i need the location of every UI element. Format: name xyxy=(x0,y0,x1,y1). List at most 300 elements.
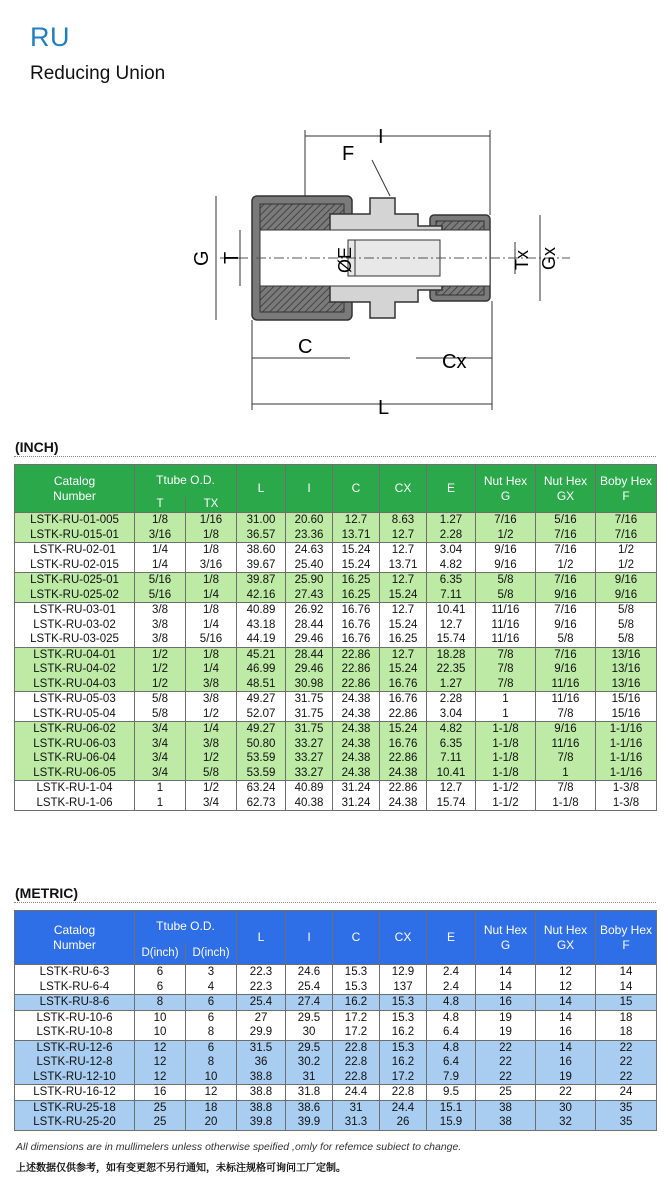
table-cell: 29.9 xyxy=(237,1025,286,1040)
header-l: L xyxy=(237,465,286,513)
table-cell: 30.98 xyxy=(286,677,333,692)
table-cell: 13/16 xyxy=(596,677,657,692)
table-cell: 38 xyxy=(476,1115,536,1130)
table-cell: 7/8 xyxy=(476,677,536,692)
table-cell: 33.27 xyxy=(286,737,333,752)
table-cell: 4 xyxy=(186,980,237,995)
table-cell: 3.04 xyxy=(427,707,476,722)
table-cell: 137 xyxy=(380,980,427,995)
table-cell: 3/8 xyxy=(186,677,237,692)
header-l: L xyxy=(237,911,286,965)
catalog-number-cell: LSTK-RU-06-04 xyxy=(15,751,135,766)
table-cell: 24.38 xyxy=(333,722,380,737)
table-cell: 3/8 xyxy=(186,692,237,707)
header-i: I xyxy=(286,465,333,513)
table-cell: 15.1 xyxy=(427,1100,476,1115)
table-cell: 1-1/2 xyxy=(476,781,536,796)
catalog-number-cell: LSTK-RU-06-02 xyxy=(15,722,135,737)
table-cell: 9/16 xyxy=(536,722,596,737)
catalog-number-cell: LSTK-RU-8-6 xyxy=(15,995,135,1011)
header-e: E xyxy=(427,911,476,965)
table-cell: 1/2 xyxy=(596,558,657,573)
header-cx: CX xyxy=(380,465,427,513)
table-cell: 1/2 xyxy=(135,677,186,692)
table-cell: 63.24 xyxy=(237,781,286,796)
table-cell: 38.6 xyxy=(286,1100,333,1115)
table-cell: 4.8 xyxy=(427,995,476,1011)
table-cell: 6.35 xyxy=(427,737,476,752)
table-cell: 48.51 xyxy=(237,677,286,692)
table-cell: 22 xyxy=(476,1040,536,1055)
dim-tx-label: Tx xyxy=(512,250,532,270)
table-cell: 1 xyxy=(135,781,186,796)
table-cell: 53.59 xyxy=(237,751,286,766)
header-i: I xyxy=(286,911,333,965)
table-cell: 49.27 xyxy=(237,722,286,737)
table-cell: 36.57 xyxy=(237,528,286,543)
table-cell: 12.7 xyxy=(380,543,427,558)
catalog-number-cell: LSTK-RU-6-4 xyxy=(15,980,135,995)
table-row xyxy=(15,796,657,811)
table-cell: 1-1/16 xyxy=(596,766,657,781)
table-cell: 1 xyxy=(536,766,596,781)
header-nut-hex-g: Nut Hex G xyxy=(476,465,536,513)
table-cell: 23.36 xyxy=(286,528,333,543)
table-cell: 22.8 xyxy=(333,1070,380,1085)
table-cell: 22.8 xyxy=(380,1085,427,1101)
table-cell: 7/16 xyxy=(536,573,596,588)
table-cell: 29.46 xyxy=(286,662,333,677)
table-cell: 15.3 xyxy=(380,1040,427,1055)
table-cell: 22.8 xyxy=(333,1040,380,1055)
table-cell: 6 xyxy=(135,980,186,995)
table-cell: 6 xyxy=(186,995,237,1011)
table-row xyxy=(15,1040,657,1055)
table-cell: 1/4 xyxy=(135,543,186,558)
table-cell: 9/16 xyxy=(536,588,596,603)
table-cell: 1/2 xyxy=(186,751,237,766)
table-cell: 1/4 xyxy=(186,588,237,603)
table-cell: 19 xyxy=(536,1070,596,1085)
table-cell: 6.35 xyxy=(427,573,476,588)
table-cell: 7/16 xyxy=(536,603,596,618)
table-cell: 22.86 xyxy=(380,751,427,766)
table-cell: 1/4 xyxy=(186,618,237,633)
table-row xyxy=(15,1115,657,1130)
table-cell: 14 xyxy=(596,965,657,980)
metric-spec-table xyxy=(14,910,657,1131)
dim-c-label: C xyxy=(298,336,313,358)
table-cell: 24.38 xyxy=(380,796,427,811)
table-cell: 1/2 xyxy=(186,781,237,796)
table-row xyxy=(15,751,657,766)
table-cell: 17.2 xyxy=(333,1010,380,1025)
table-cell: 9/16 xyxy=(536,618,596,633)
dimensions-note: All dimensions are in mullimelers unless otherwise speified ,omly for refemce subiect to change. xyxy=(16,1141,462,1153)
table-cell: 1-1/8 xyxy=(536,796,596,811)
table-cell: 3/8 xyxy=(135,603,186,618)
header-d-inch-t: D(inch) xyxy=(135,943,186,965)
table-cell: 1/2 xyxy=(596,543,657,558)
table-cell: 4.8 xyxy=(427,1040,476,1055)
table-row xyxy=(15,1025,657,1040)
table-row xyxy=(15,632,657,647)
table-cell: 24.38 xyxy=(333,707,380,722)
table-cell: 30 xyxy=(286,1025,333,1040)
table-row xyxy=(15,965,657,980)
table-cell: 3/8 xyxy=(135,632,186,647)
table-cell: 5/16 xyxy=(135,573,186,588)
table-cell: 53.59 xyxy=(237,766,286,781)
table-cell: 22.35 xyxy=(427,662,476,677)
table-cell: 1/2 xyxy=(186,707,237,722)
table-cell: 38.8 xyxy=(237,1085,286,1101)
table-cell: 25 xyxy=(135,1100,186,1115)
catalog-number-cell: LSTK-RU-015-01 xyxy=(15,528,135,543)
table-cell: 12.7 xyxy=(380,603,427,618)
table-cell: 24.38 xyxy=(333,737,380,752)
table-cell: 31.75 xyxy=(286,722,333,737)
table-cell: 1/2 xyxy=(536,558,596,573)
table-cell: 8 xyxy=(186,1025,237,1040)
table-cell: 16.2 xyxy=(380,1055,427,1070)
table-cell: 31 xyxy=(286,1070,333,1085)
table-cell: 22.86 xyxy=(333,677,380,692)
header-e: E xyxy=(427,465,476,513)
table-cell: 18 xyxy=(596,1010,657,1025)
table-cell: 18.28 xyxy=(427,647,476,662)
table-row xyxy=(15,603,657,618)
header-tx: TX xyxy=(186,497,237,513)
table-cell: 43.18 xyxy=(237,618,286,633)
table-cell: 3/4 xyxy=(186,796,237,811)
table-cell: 9/16 xyxy=(596,588,657,603)
table-cell: 15.24 xyxy=(380,662,427,677)
table-cell: 3/4 xyxy=(135,737,186,752)
header-cx: CX xyxy=(380,911,427,965)
table-cell: 5/8 xyxy=(596,618,657,633)
table-cell: 9.5 xyxy=(427,1085,476,1101)
dim-e-label: ØE xyxy=(335,246,355,273)
table-cell: 12.7 xyxy=(380,528,427,543)
table-cell: 3.04 xyxy=(427,543,476,558)
table-cell: 15.3 xyxy=(333,980,380,995)
table-cell: 1 xyxy=(135,796,186,811)
table-cell: 20 xyxy=(186,1115,237,1130)
table-cell: 6 xyxy=(186,1010,237,1025)
catalog-number-cell: LSTK-RU-10-6 xyxy=(15,1010,135,1025)
table-cell: 22 xyxy=(476,1070,536,1085)
reducing-union-drawing xyxy=(180,118,580,430)
table-cell: 7/8 xyxy=(536,707,596,722)
metric-section-title: (METRIC) xyxy=(15,885,78,901)
table-cell: 5/8 xyxy=(596,603,657,618)
table-cell: 8.63 xyxy=(380,513,427,528)
table-cell: 16.25 xyxy=(333,573,380,588)
table-cell: 25 xyxy=(135,1115,186,1130)
table-cell: 62.73 xyxy=(237,796,286,811)
table-cell: 12.7 xyxy=(380,573,427,588)
table-cell: 14 xyxy=(596,980,657,995)
table-cell: 31.00 xyxy=(237,513,286,528)
table-cell: 16.2 xyxy=(333,995,380,1011)
table-cell: 1/4 xyxy=(135,558,186,573)
table-cell: 15.24 xyxy=(380,722,427,737)
table-cell: 3/4 xyxy=(135,722,186,737)
table-cell: 12 xyxy=(135,1055,186,1070)
table-cell: 16 xyxy=(536,1055,596,1070)
table-cell: 14 xyxy=(476,965,536,980)
metric-section-divider xyxy=(14,902,656,903)
inch-spec-table xyxy=(14,464,657,811)
table-cell: 6.4 xyxy=(427,1055,476,1070)
table-cell: 5/16 xyxy=(536,513,596,528)
table-cell: 1/4 xyxy=(186,662,237,677)
table-cell: 32 xyxy=(536,1115,596,1130)
table-cell: 22.3 xyxy=(237,965,286,980)
table-cell: 24.38 xyxy=(333,766,380,781)
table-cell: 7/16 xyxy=(536,543,596,558)
table-cell: 40.89 xyxy=(286,781,333,796)
table-cell: 1/16 xyxy=(186,513,237,528)
table-row xyxy=(15,707,657,722)
table-row xyxy=(15,781,657,796)
table-cell: 31.24 xyxy=(333,781,380,796)
table-cell: 5/16 xyxy=(135,588,186,603)
catalog-number-cell: LSTK-RU-03-02 xyxy=(15,618,135,633)
table-cell: 5/8 xyxy=(186,766,237,781)
table-cell: 31.24 xyxy=(333,796,380,811)
table-cell: 39.87 xyxy=(237,573,286,588)
table-cell: 14 xyxy=(536,995,596,1011)
table-cell: 2.4 xyxy=(427,980,476,995)
table-cell: 22.86 xyxy=(380,781,427,796)
table-cell: 7.9 xyxy=(427,1070,476,1085)
table-cell: 8 xyxy=(186,1055,237,1070)
table-cell: 28.44 xyxy=(286,647,333,662)
table-cell: 27 xyxy=(237,1010,286,1025)
table-row xyxy=(15,528,657,543)
table-cell: 7/16 xyxy=(536,647,596,662)
table-cell: 9/16 xyxy=(476,558,536,573)
table-row xyxy=(15,1055,657,1070)
table-cell: 31.8 xyxy=(286,1085,333,1101)
header-tube-od: Ttube O.D. xyxy=(135,465,237,497)
table-cell: 20.60 xyxy=(286,513,333,528)
table-cell: 1-3/8 xyxy=(596,796,657,811)
table-cell: 6 xyxy=(135,965,186,980)
table-row xyxy=(15,662,657,677)
table-row xyxy=(15,543,657,558)
table-cell: 22 xyxy=(596,1055,657,1070)
table-cell: 29.5 xyxy=(286,1040,333,1055)
table-row xyxy=(15,980,657,995)
table-cell: 35 xyxy=(596,1100,657,1115)
table-cell: 31.3 xyxy=(333,1115,380,1130)
table-cell: 16 xyxy=(135,1085,186,1101)
table-cell: 24.38 xyxy=(333,751,380,766)
table-cell: 16.25 xyxy=(333,588,380,603)
table-cell: 1-1/16 xyxy=(596,737,657,752)
table-cell: 9/16 xyxy=(536,662,596,677)
table-cell: 10 xyxy=(135,1025,186,1040)
table-row xyxy=(15,1010,657,1025)
table-cell: 1.27 xyxy=(427,677,476,692)
table-cell: 31.75 xyxy=(286,707,333,722)
table-row xyxy=(15,647,657,662)
table-cell: 30.2 xyxy=(286,1055,333,1070)
table-cell: 15.3 xyxy=(380,1010,427,1025)
catalog-number-cell: LSTK-RU-1-04 xyxy=(15,781,135,796)
table-cell: 16.25 xyxy=(380,632,427,647)
table-cell: 19 xyxy=(476,1025,536,1040)
table-cell: 7/8 xyxy=(536,751,596,766)
catalog-number-cell: LSTK-RU-05-04 xyxy=(15,707,135,722)
table-cell: 7/8 xyxy=(536,781,596,796)
table-cell: 1/8 xyxy=(186,603,237,618)
table-cell: 3/8 xyxy=(186,737,237,752)
table-cell: 24 xyxy=(596,1085,657,1101)
table-cell: 2.28 xyxy=(427,528,476,543)
table-cell: 30 xyxy=(536,1100,596,1115)
dim-t-label: T xyxy=(221,251,243,264)
dim-i-label: I xyxy=(378,126,384,148)
table-cell: 7.11 xyxy=(427,751,476,766)
catalog-number-cell: LSTK-RU-12-8 xyxy=(15,1055,135,1070)
catalog-number-cell: LSTK-RU-04-02 xyxy=(15,662,135,677)
catalog-number-cell: LSTK-RU-03-025 xyxy=(15,632,135,647)
table-cell: 12.7 xyxy=(427,781,476,796)
table-cell: 17.2 xyxy=(380,1070,427,1085)
table-cell: 1-3/8 xyxy=(596,781,657,796)
catalog-number-cell: LSTK-RU-25-18 xyxy=(15,1100,135,1115)
table-cell: 16.76 xyxy=(380,737,427,752)
table-row xyxy=(15,618,657,633)
table-cell: 9/16 xyxy=(476,543,536,558)
table-cell: 16 xyxy=(476,995,536,1011)
table-cell: 1 xyxy=(476,692,536,707)
table-cell: 4.8 xyxy=(427,1010,476,1025)
table-cell: 18 xyxy=(186,1100,237,1115)
table-cell: 8 xyxy=(135,995,186,1011)
table-cell: 25.4 xyxy=(286,980,333,995)
table-row xyxy=(15,1085,657,1101)
table-cell: 4.82 xyxy=(427,558,476,573)
table-cell: 25.40 xyxy=(286,558,333,573)
table-cell: 16.76 xyxy=(333,632,380,647)
table-cell: 22.86 xyxy=(380,707,427,722)
table-cell: 39.67 xyxy=(237,558,286,573)
table-cell: 6.4 xyxy=(427,1025,476,1040)
table-cell: 1/8 xyxy=(186,528,237,543)
table-cell: 10.41 xyxy=(427,603,476,618)
table-cell: 22 xyxy=(536,1085,596,1101)
table-cell: 7.11 xyxy=(427,588,476,603)
header-d-inch-tx: D(inch) xyxy=(186,943,237,965)
table-cell: 25.90 xyxy=(286,573,333,588)
table-cell: 3/16 xyxy=(135,528,186,543)
table-cell: 11/16 xyxy=(476,632,536,647)
table-cell: 49.27 xyxy=(237,692,286,707)
table-cell: 25.4 xyxy=(237,995,286,1011)
table-cell: 1-1/2 xyxy=(476,796,536,811)
table-cell: 12 xyxy=(536,980,596,995)
header-body-hex-f: Boby Hex F xyxy=(596,465,657,513)
table-cell: 12.7 xyxy=(333,513,380,528)
table-cell: 7/8 xyxy=(476,647,536,662)
table-cell: 7/16 xyxy=(596,513,657,528)
table-cell: 14 xyxy=(536,1040,596,1055)
table-cell: 26 xyxy=(380,1115,427,1130)
table-cell: 12 xyxy=(186,1085,237,1101)
table-cell: 25 xyxy=(476,1085,536,1101)
table-cell: 40.89 xyxy=(237,603,286,618)
table-row xyxy=(15,766,657,781)
table-row xyxy=(15,1070,657,1085)
table-cell: 33.27 xyxy=(286,766,333,781)
table-cell: 1-1/8 xyxy=(476,722,536,737)
table-cell: 1-1/8 xyxy=(476,751,536,766)
table-cell: 1/8 xyxy=(135,513,186,528)
table-row xyxy=(15,995,657,1011)
table-cell: 15/16 xyxy=(596,692,657,707)
table-cell: 45.21 xyxy=(237,647,286,662)
table-cell: 2.4 xyxy=(427,965,476,980)
table-cell: 36 xyxy=(237,1055,286,1070)
table-cell: 38 xyxy=(476,1100,536,1115)
table-cell: 38.8 xyxy=(237,1070,286,1085)
table-cell: 5/8 xyxy=(135,692,186,707)
table-cell: 15.24 xyxy=(333,543,380,558)
table-cell: 35 xyxy=(596,1115,657,1130)
table-cell: 10.41 xyxy=(427,766,476,781)
catalog-number-cell: LSTK-RU-02-015 xyxy=(15,558,135,573)
table-cell: 22 xyxy=(476,1055,536,1070)
table-cell: 1/4 xyxy=(186,722,237,737)
table-cell: 7/16 xyxy=(596,528,657,543)
table-cell: 5/16 xyxy=(186,632,237,647)
table-row xyxy=(15,677,657,692)
table-cell: 1/8 xyxy=(186,543,237,558)
table-row xyxy=(15,513,657,528)
table-cell: 13.71 xyxy=(333,528,380,543)
table-cell: 44.19 xyxy=(237,632,286,647)
table-cell: 5/8 xyxy=(596,632,657,647)
table-cell: 14 xyxy=(476,980,536,995)
table-cell: 52.07 xyxy=(237,707,286,722)
catalog-number-cell: LSTK-RU-16-12 xyxy=(15,1085,135,1101)
table-cell: 11/16 xyxy=(476,618,536,633)
table-cell: 31.5 xyxy=(237,1040,286,1055)
table-cell: 7/16 xyxy=(536,528,596,543)
table-cell: 7/8 xyxy=(476,662,536,677)
table-cell: 33.27 xyxy=(286,751,333,766)
table-cell: 17.2 xyxy=(333,1025,380,1040)
table-cell: 1/8 xyxy=(186,573,237,588)
table-cell: 31.75 xyxy=(286,692,333,707)
table-cell: 16.76 xyxy=(333,618,380,633)
catalog-number-cell: LSTK-RU-12-10 xyxy=(15,1070,135,1085)
table-cell: 22 xyxy=(596,1070,657,1085)
table-cell: 39.9 xyxy=(286,1115,333,1130)
table-cell: 16.76 xyxy=(380,677,427,692)
header-nut-hex-gx: Nut Hex GX xyxy=(536,911,596,965)
table-cell: 3/4 xyxy=(135,766,186,781)
table-cell: 38.8 xyxy=(237,1100,286,1115)
table-cell: 15.24 xyxy=(380,588,427,603)
table-cell: 11/16 xyxy=(536,677,596,692)
header-tube-od: Ttube O.D. xyxy=(135,911,237,943)
